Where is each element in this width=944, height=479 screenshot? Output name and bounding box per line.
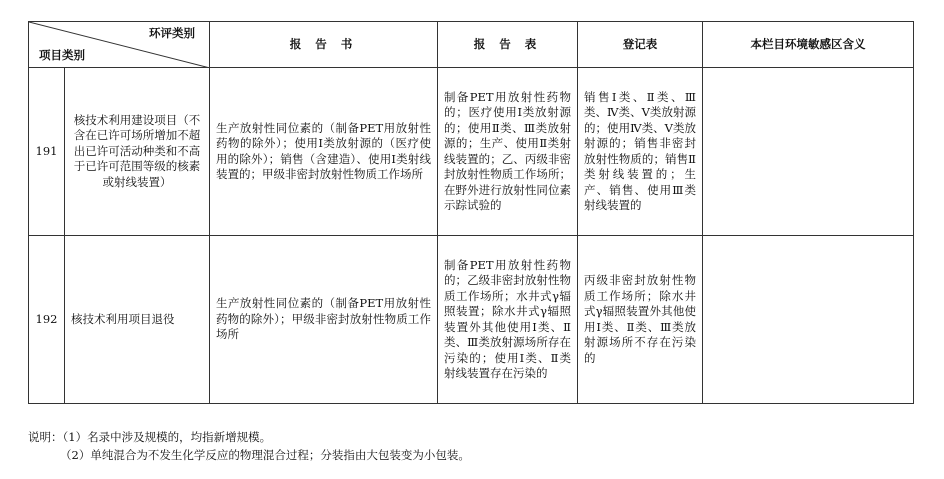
row-report-form: 制备PET用放射性药物的；乙级非密封放射性物质工作场所；水井式γ辐照装置；除水井式γ辐照装置外其他使用Ⅰ类、Ⅱ类、Ⅲ类放射源场所存在污染的；使用Ⅰ类、Ⅱ类射线装置存在污染的 xyxy=(438,236,578,404)
row-report-form: 制备PET用放射性药物的；医疗使用Ⅰ类放射源的；使用Ⅱ类、Ⅲ类放射源的；生产、使用Ⅱ类射线装置的；乙、丙级非密封放射性物质工作场所；在野外进行放射性同位素示踪试验的 xyxy=(438,68,578,236)
header-report-form xyxy=(438,22,578,68)
note-line-2: （2）单纯混合为不发生化学反应的物理混合过程；分装指由大包装变为小包装。 xyxy=(60,448,470,462)
table-row xyxy=(29,236,914,404)
notes xyxy=(28,428,470,464)
row-category: 核技术利用项目退役 xyxy=(65,236,210,404)
header-top-label: 环评类别 xyxy=(149,26,195,40)
header-row xyxy=(29,22,914,68)
row-report-book: 生产放射性同位素的（制备PET用放射性药物的除外）；甲级非密封放射性物质工作场所 xyxy=(210,236,438,404)
table-row xyxy=(29,68,914,236)
row-category: 核技术利用建设项目（不含在已许可场所增加不超出已许可活动种类和不高于已许可范围等级的核素或射线装置） xyxy=(65,68,210,236)
row-register-form: 销售Ⅰ类、Ⅱ类、Ⅲ类、Ⅳ类、Ⅴ类放射源的；使用Ⅳ类、Ⅴ类放射源的；销售非密封放射性物质的；销售Ⅱ类射线装置的；生产、销售、使用Ⅲ类射线装置的 xyxy=(578,68,703,236)
note-line-1: 说明：（1）名录中涉及规模的，均指新增规模。 xyxy=(28,430,272,444)
row-register-form: 丙级非密封放射性物质工作场所；除水井式γ辐照装置外其他使用Ⅰ类、Ⅱ类、Ⅲ类放射源场所不存在污染的 xyxy=(578,236,703,404)
row-number: 192 xyxy=(29,236,65,404)
catalog-table xyxy=(28,21,914,404)
header-register-form: 登记表 xyxy=(578,22,703,68)
row-sensitive xyxy=(703,236,914,404)
header-report-form-text: 报 告 表 xyxy=(473,36,542,51)
header-report-book xyxy=(210,22,438,68)
row-report-book: 生产放射性同位素的（制备PET用放射性药物的除外）；使用Ⅰ类放射源的（医疗使用的除外）；销售（含建造）、使用Ⅰ类射线装置的；甲级非密封放射性物质工作场所 xyxy=(210,68,438,236)
header-split-cell xyxy=(29,22,210,68)
row-number: 191 xyxy=(29,68,65,236)
header-sensitive: 本栏目环境敏感区含义 xyxy=(703,22,914,68)
header-report-book-text: 报 告 书 xyxy=(289,36,358,51)
row-sensitive xyxy=(703,68,914,236)
header-left-label: 项目类别 xyxy=(39,47,85,62)
